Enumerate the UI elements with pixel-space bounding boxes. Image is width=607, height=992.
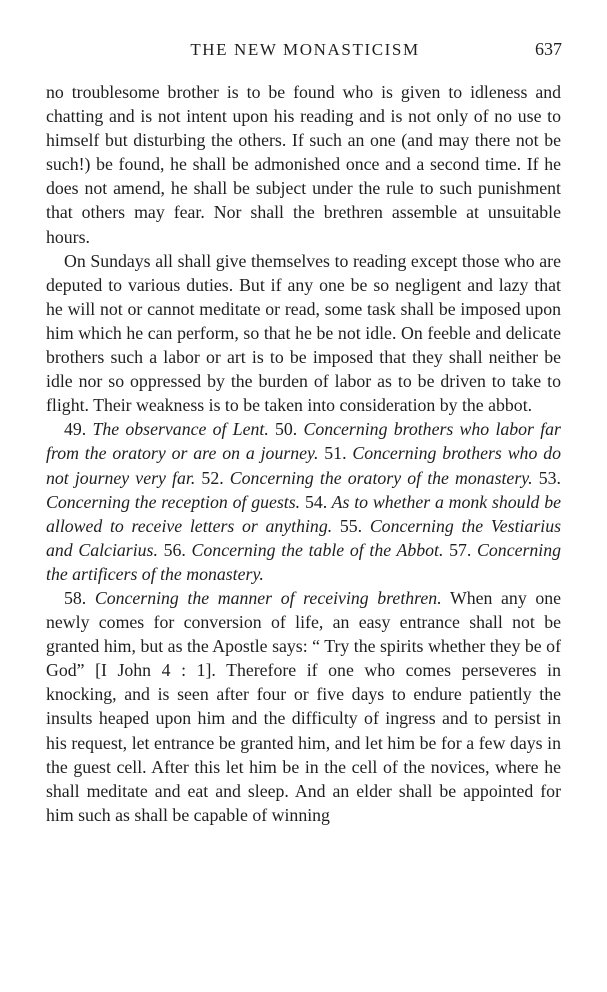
chapter-number: 50. [275,419,298,440]
chapter-number: 53. [538,467,561,488]
chapter-title: As to whether a monk should be allowed to receive letters or anything. [46,491,561,536]
chapter-number: 55. [339,515,363,536]
page-number: 637 [535,39,562,59]
chapter-number: 49. [64,419,87,440]
chapter-number: 52. [201,467,224,488]
chapter-title: Concerning the table of the Abbot. [191,539,444,560]
chapter-list [46,417,561,586]
chapter-title: Concerning the reception of guests. [46,491,301,512]
chapter-number: 56. [163,539,186,560]
chapter-title: Concerning the manner of receiving brethren. [94,587,442,608]
running-title: THE NEW MONASTICISM [190,40,420,59]
chapter-number: 58. [64,587,87,608]
chapter-title: Concerning the artificers of the monastery. [46,539,562,584]
chapter-text: When any one newly comes for conversion of life, an easy entrance shall not be granted him, but as the Apostle says: “ Try the spirits whether they be of God” [I John 4 : 1]. Therefore if one who comes perseveres in knocking, and is seen after four or five days to endure patiently the insults heaped upon him and the difficulty of ingress and to persist in his request, let entrance be granted him, and let him be for a few days in the guest cell. After this let him be in the cell of the novices, where he shall meditate and eat and sleep. And an elder shall be appointed for him such as shall be capable of winning [46,587,562,825]
chapter-number: 57. [449,539,472,560]
paragraph-continued: no troublesome brother is to be found who is given to idleness and chatting and is not intent upon his reading and is not only of no use to himself but disturbing the others. If such an one (and may there not be such!) be found, he shall be admonished once and a second time. If he does not amend, he shall be subject under the rule to such punishment that others may fear. Nor shall the brethren assemble at unsuitable hours. [46,82,561,247]
paragraph-chapter-58 [46,586,561,827]
chapter-title: The observance of Lent. [92,419,269,440]
running-head [46,38,564,64]
body-text [46,80,561,827]
chapter-title: Concerning the oratory of the monastery. [229,467,533,488]
chapter-number: 51. [324,443,347,464]
paragraph-sundays: On Sundays all shall give themselves to reading except those who are deputed to various duties. But if any one be so negligent and lazy that he will not or cannot meditate or read, some task shall be imposed upon him which he can perform, so that he be not idle. On feeble and delicate brothers such a labor or art is to be imposed that they shall neither be idle nor so oppressed by the burden of labor as to be driven to take to flight. Their weakness is to be taken into consideration by the abbot. [46,250,561,416]
chapter-title: Concerning brothers who labor far from the oratory or are on a journey. [46,419,561,464]
chapter-title: Concerning brothers who do not journey very far. [46,443,561,488]
chapter-number: 54. [304,491,328,512]
chapter-title: Concerning the Vestiarius and Calciarius. [46,515,562,560]
